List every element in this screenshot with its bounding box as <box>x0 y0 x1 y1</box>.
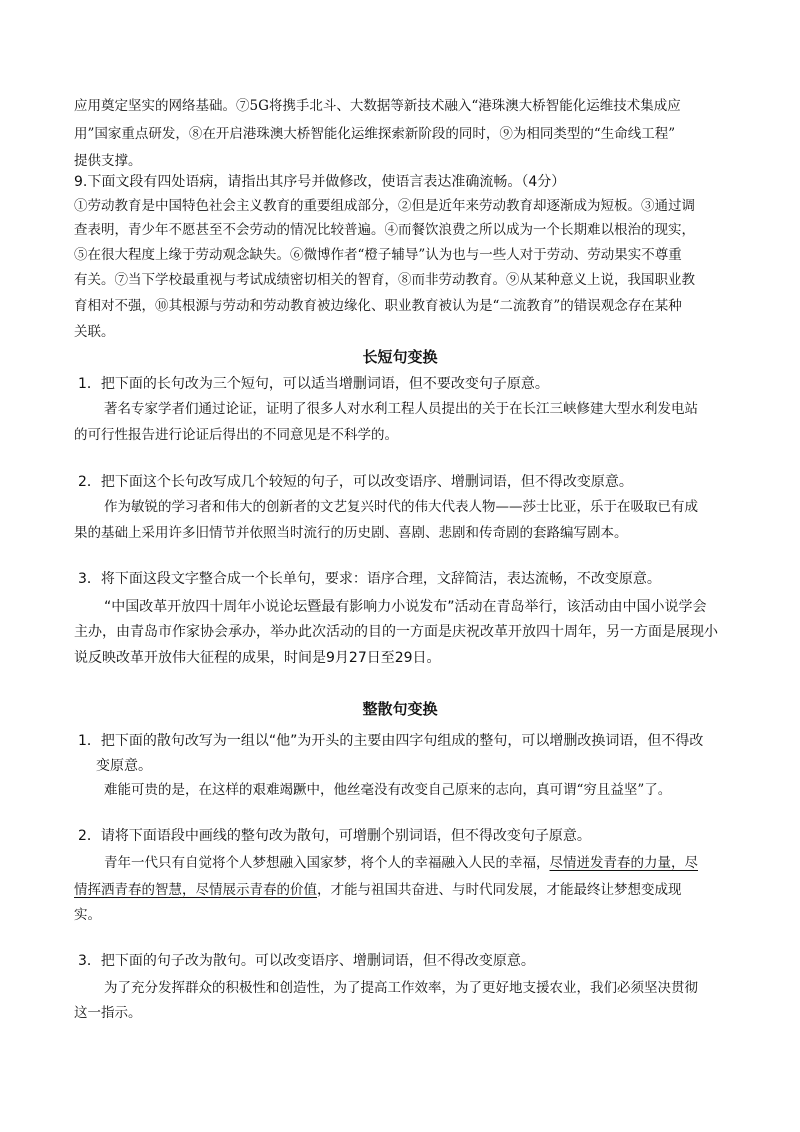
s2-q1-line-1: 1．把下面的散句改写为一组以“他”为开头的主要由四字句组成的整句，可以增删改换词语，但不得改 <box>78 733 704 749</box>
s1-q3-text-1: “中国改革开放四十周年小说论坛暨最有影响力小说发布”活动在青岛举行，该活动由中国小说学会 <box>104 599 707 615</box>
s2-q2-text-tail: ，才能与祖国共奋进、与时代同发展，才能最终让梦想变成现 <box>317 882 682 898</box>
s1-q2-text-1: 作为敏锐的学习者和伟大的创新者的文艺复兴时代的伟大代表人物——莎士比亚，乐于在吸取已有成 <box>104 499 698 515</box>
s2-q2-underlined-2: 情挥洒青春的智慧，尽情展示青春的价值 <box>74 882 317 898</box>
s2-q3-text-2: 这一指示。 <box>74 1005 142 1021</box>
s2-q2: 2．请将下面语段中画线的整句改为散句，可增删个别词语，但不得改变句子原意。 <box>78 828 591 844</box>
q9-line-6: 关联。 <box>74 324 115 340</box>
top-line-1: 应用奠定坚实的网络基础。⑦5G将携手北斗、大数据等新技术融入“港珠澳大桥智能化运维技术集成应 <box>74 98 681 114</box>
s1-q1-text-2: 的可行性报告进行论证后得出的不同意见是不科学的。 <box>74 427 398 443</box>
s2-q1-text: 难能可贵的是，在这样的艰难竭蹶中，他丝毫没有改变自己原来的志向，真可谓“穷且益坚”了。 <box>104 782 672 798</box>
s2-q2-text-plain: 青年一代只有自觉将个人梦想融入国家梦，将个人的幸福融入人民的幸福， <box>104 855 550 871</box>
s2-q2-underlined-1: 尽情迸发青春的力量，尽 <box>549 855 698 871</box>
s2-q3-text-1: 为了充分发挥群众的积极性和创造性，为了提高工作效率，为了更好地支援农业，我们必须坚决贯彻 <box>104 980 698 996</box>
s2-q2-text-1 <box>104 853 698 873</box>
s1-q2-text-2: 果的基础上采用许多旧情节并依照当时流行的历史剧、喜剧、悲剧和传奇剧的套路编写剧本。 <box>74 525 628 541</box>
s1-q3-text-3: 说反映改革开放伟大征程的成果，时间是9月27日至29日。 <box>74 650 441 666</box>
s2-q3: 3．把下面的句子改为散句。可以改变语序、增删词语，但不得改变原意。 <box>78 953 535 969</box>
q9-line-4: 有关。⑦当下学校最重视与考试成绩密切相关的智育，⑧而非劳动教育。⑨从某种意义上说，我国职业教 <box>74 272 695 288</box>
s1-q3: 3．将下面这段文字整合成一个长单句，要求：语序合理，文辞简洁，表达流畅，不改变原意。 <box>78 571 661 587</box>
q9-line-1: ①劳动教育是中国特色社会主义教育的重要组成部分，②但是近年来劳动教育却逐渐成为短板。③通过调 <box>74 198 695 214</box>
q9-line-3: ⑤在很大程度上缘于劳动观念缺失。⑥微博作者“橙子辅导”认为也与一些人对于劳动、劳动果实不尊重 <box>74 247 682 263</box>
q9-title: 9.下面文段有四处语病，请指出其序号并做修改，使语言表达准确流畅。（4分） <box>74 174 566 190</box>
s2-q2-text-3: 实。 <box>74 907 101 923</box>
section-heading-whole-loose: 整散句变换 <box>362 700 438 718</box>
q9-line-5: 育相对不强，⑩其根源与劳动和劳动教育被边缘化、职业教育被认为是“二流教育”的错误观念存在某种 <box>74 298 682 314</box>
s1-q2: 2．把下面这个长句改写成几个较短的句子，可以改变语序、增删词语，但不得改变原意。 <box>78 474 633 490</box>
section-heading-long-short: 长短句变换 <box>362 348 438 366</box>
top-line-3: 提供支撑。 <box>74 153 142 169</box>
s1-q1: 1．把下面的长句改为三个短句，可以适当增删词语，但不要改变句子原意。 <box>78 376 549 392</box>
s2-q2-text-2 <box>74 880 682 900</box>
top-line-2: 用”国家重点研发，⑧在开启港珠澳大桥智能化运维探索新阶段的同时，⑨为相同类型的“生命线工程” <box>74 126 676 142</box>
s1-q1-text-1: 著名专家学者们通过论证，证明了很多人对水利工程人员提出的关于在长江三峡修建大型水利发电站 <box>104 401 698 417</box>
q9-line-2: 查表明，青少年不愿甚至不会劳动的情况比较普遍。④而餐饮浪费之所以成为一个长期难以根治的现实， <box>74 222 695 238</box>
s1-q3-text-2: 主办，由青岛市作家协会承办，举办此次活动的目的一方面是庆祝改革开放四十周年，另一方面是展现小 <box>74 624 718 640</box>
s2-q1-line-2: 变原意。 <box>96 758 152 774</box>
